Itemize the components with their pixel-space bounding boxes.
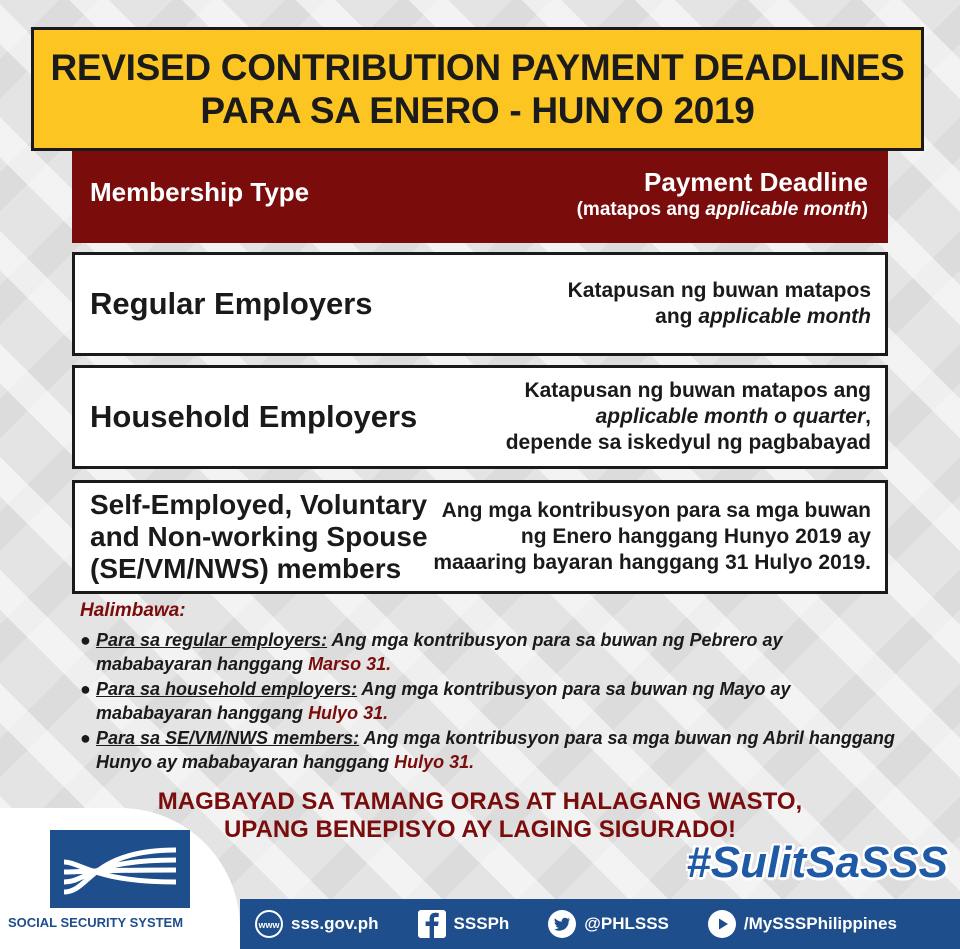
deadline-line: Katapusan ng buwan matapos ang [524, 379, 871, 402]
example-item [80, 726, 900, 774]
membership-name-line: Regular Employers [90, 286, 373, 321]
deadline-line: depende sa iskedyul ng pagbabayad [505, 431, 871, 454]
example-lead: Para sa SE/VM/NWS members: [96, 728, 360, 748]
twitter-link[interactable]: @PHLSSS [584, 914, 669, 933]
membership-name-line: and Non-working Spouse [90, 521, 428, 552]
youtube-link[interactable]: /MySSSPhilippines [743, 914, 897, 933]
deadline-description [433, 498, 871, 576]
example-highlight: Hulyo 31. [394, 752, 475, 772]
globe-icon [254, 909, 284, 939]
deadline-line [506, 404, 871, 430]
twitter-icon [547, 909, 577, 939]
membership-type-header: Membership Type [90, 177, 310, 207]
payment-deadline-sublabel [577, 197, 868, 223]
membership-name [90, 489, 428, 585]
deadline-description [568, 278, 871, 330]
membership-name [90, 287, 373, 321]
title-line-2: PARA SA ENERO - HUNYO 2019 [200, 90, 755, 131]
membership-name-line: (SE/VM/NWS) members [90, 553, 402, 584]
example-lead: Para sa regular employers: [96, 630, 328, 650]
slogan-line-1: MAGBAYAD SA TAMANG ORAS AT HALAGANG WASTO, [157, 788, 803, 815]
deadline-text: ang [655, 305, 699, 328]
membership-name-line: Household Employers [90, 399, 418, 434]
deadline-text: , [865, 405, 871, 428]
example-text: Ang mga kontribusyon para sa mga buwan ng Abril hanggang Hunyo ay mababayaran hanggang [96, 728, 895, 772]
example-highlight: Hulyo 31. [308, 703, 389, 723]
example-item [80, 628, 900, 676]
sublabel-prefix: (matapos ang [576, 199, 706, 220]
membership-name-line: Self-Employed, Voluntary [90, 489, 428, 520]
website-link[interactable]: sss.gov.ph [291, 914, 379, 933]
facebook-icon [417, 909, 447, 939]
deadline-italic: applicable month [698, 305, 871, 328]
payment-deadline-label: Payment Deadline [644, 167, 868, 197]
bullet-icon: ● [80, 630, 91, 650]
membership-name [90, 400, 417, 434]
example-lead: Para sa household employers: [96, 679, 358, 699]
slogan-line-2: UPANG BENEPISYO AY LAGING SIGURADO! [223, 816, 737, 843]
deadline-line: ng Enero hanggang Hunyo 2019 ay [520, 525, 871, 548]
payment-deadline-header [577, 167, 868, 223]
sss-logo-icon [50, 830, 190, 908]
table-row-regular-employers [72, 252, 888, 356]
example-item [80, 677, 900, 725]
footer-website[interactable] [254, 909, 379, 939]
title-line-1: REVISED CONTRIBUTION PAYMENT DEADLINES [50, 47, 905, 88]
deadline-line: maaaring bayaran hanggang 31 Hulyo 2019. [433, 551, 871, 574]
example-text: Ang mga kontribusyon para sa buwan ng Mayo ay mababayaran hanggang [96, 679, 791, 723]
footer-youtube[interactable] [707, 909, 897, 939]
hashtag: #SulitSaSSS [686, 838, 948, 887]
title-banner [31, 27, 924, 151]
sublabel-italic: applicable month [705, 199, 862, 220]
deadline-line: Ang mga kontribusyon para sa mga buwan [441, 499, 871, 522]
table-row-se-vm-nws [72, 480, 888, 594]
examples-title: Halimbawa: [80, 600, 186, 621]
youtube-icon [707, 909, 737, 939]
bullet-icon: ● [80, 679, 91, 699]
deadline-line: Katapusan ng buwan matapos [567, 279, 871, 302]
table-header [72, 151, 888, 243]
logo-text: SOCIAL SECURITY SYSTEM [8, 915, 184, 930]
deadline-description [506, 378, 871, 456]
sublabel-suffix: ) [861, 199, 868, 220]
deadline-line [568, 304, 871, 330]
example-highlight: Marso 31. [308, 654, 392, 674]
facebook-link[interactable]: SSSPh [453, 914, 510, 933]
footer-twitter[interactable] [547, 909, 669, 939]
table-row-household-employers [72, 365, 888, 469]
examples-section [80, 600, 900, 775]
example-text: Ang mga kontribusyon para sa buwan ng Pebrero ay mababayaran hanggang [96, 630, 783, 674]
globe-icon-text: www [258, 920, 280, 930]
deadline-italic: applicable month o quarter [595, 405, 866, 428]
footer-facebook[interactable] [417, 909, 510, 939]
footer-bar [240, 899, 960, 949]
bullet-icon: ● [80, 728, 91, 748]
